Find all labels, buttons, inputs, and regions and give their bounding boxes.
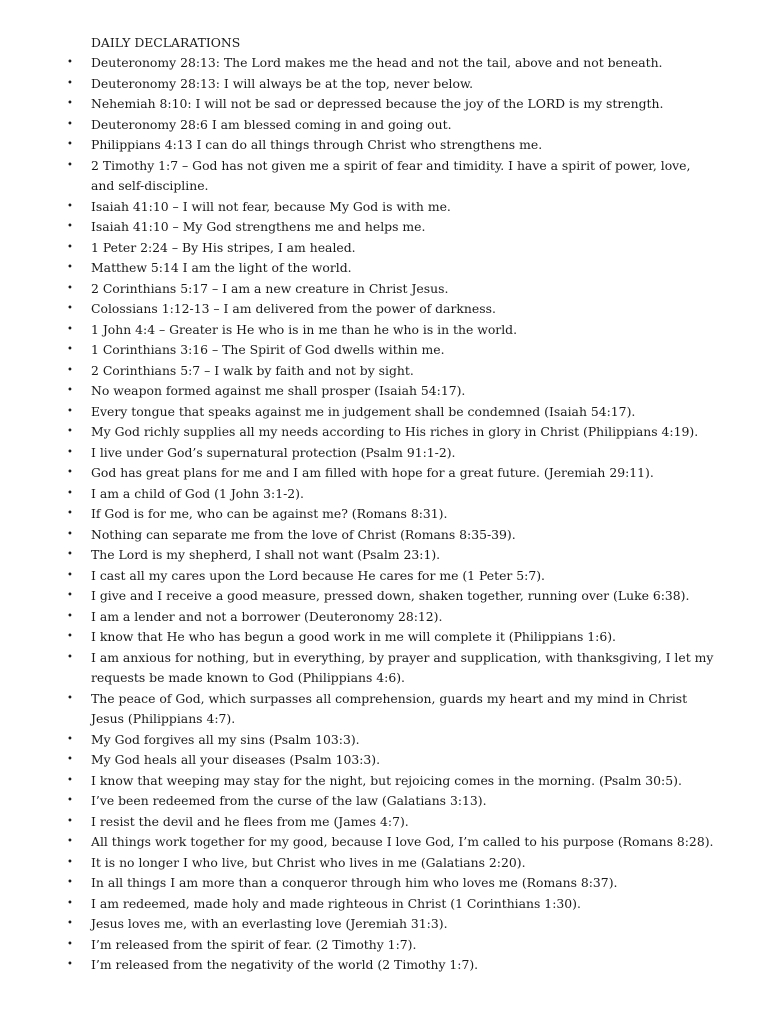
bullet-icon: • <box>67 98 73 109</box>
list-item <box>66 135 716 156</box>
bullet-icon: • <box>67 918 73 929</box>
list-item <box>66 115 716 136</box>
bullet-icon: • <box>67 856 73 868</box>
list-item <box>66 566 716 587</box>
bullet-icon: • <box>67 282 73 294</box>
bullet-icon: • <box>67 159 73 171</box>
declaration-text: Isaiah 41:10 – I will not fear, because My God is with me. <box>91 198 451 214</box>
bullet-icon: • <box>67 815 73 827</box>
list-item <box>66 258 716 279</box>
bullet-icon: • <box>67 262 73 273</box>
list-item <box>66 320 716 341</box>
declaration-text: I know that weeping may stay for the night, but rejoicing comes in the morning. (Psalm 30:5). <box>91 772 682 788</box>
bullet-icon: • <box>67 221 73 232</box>
bullet-icon: • <box>67 508 73 519</box>
declaration-text: I’m released from the spirit of fear. (2 Timothy 1:7). <box>91 936 417 952</box>
declaration-text: I am a lender and not a borrower (Deuteronomy 28:12). <box>91 608 443 624</box>
list-item <box>66 217 716 238</box>
list-item <box>66 853 716 874</box>
bullet-icon: • <box>67 795 73 806</box>
bullet-icon: • <box>67 118 73 130</box>
list-item <box>66 361 716 382</box>
declaration-text: I resist the devil and he flees from me (James 4:7). <box>91 813 409 829</box>
list-item <box>66 53 716 74</box>
list-item <box>66 94 716 115</box>
declaration-text: My God forgives all my sins (Psalm 103:3). <box>91 731 360 747</box>
declaration-text: My God heals all your diseases (Psalm 103:3). <box>91 752 381 767</box>
list-item <box>66 627 716 648</box>
declaration-text: In all things I am more than a conqueror through him who loves me (Romans 8:37). <box>91 875 618 890</box>
list-item <box>66 545 716 566</box>
bullet-icon: • <box>67 57 73 68</box>
bullet-icon: • <box>67 139 73 150</box>
list-item <box>66 750 716 771</box>
list-item <box>66 74 716 95</box>
bullet-icon: • <box>67 467 73 478</box>
bullet-icon: • <box>67 590 73 601</box>
declaration-text: The Lord is my shepherd, I shall not want (Psalm 23:1). <box>91 547 441 562</box>
bullet-icon: • <box>67 959 73 970</box>
declaration-text: 1 Corinthians 3:16 – The Spirit of God dwells within me. <box>91 342 445 357</box>
bullet-icon: • <box>67 733 73 745</box>
bullet-icon: • <box>67 364 73 376</box>
list-item <box>66 402 716 423</box>
declaration-text: Deuteronomy 28:13: The Lord makes me the head and not the tail, above and not beneath. <box>91 55 663 70</box>
declaration-text: Nehemiah 8:10: I will not be sad or depressed because the joy of the LORD is my strength. <box>91 96 664 111</box>
list-item <box>66 607 716 628</box>
declaration-text: God has great plans for me and I am filled with hope for a great future. (Jeremiah 29:11). <box>91 465 654 480</box>
bullet-icon: • <box>67 754 73 765</box>
declaration-text: 1 John 4:4 – Greater is He who is in me than he who is in the world. <box>91 321 518 337</box>
bullet-icon: • <box>67 323 73 335</box>
declaration-text: The peace of God, which surpasses all comprehension, guards my heart and my mind in Christ Jesus (Philippians 4:7). <box>91 690 688 726</box>
declaration-text: Matthew 5:14 I am the light of the world. <box>91 260 352 275</box>
bullet-icon: • <box>67 569 73 581</box>
declaration-text: All things work together for my good, because I love God, I’m called to his purpose (Romans 8:28). <box>91 834 714 849</box>
declaration-text: I am redeemed, made holy and made righteous in Christ (1 Corinthians 1:30). <box>91 895 581 911</box>
declaration-text: My God richly supplies all my needs according to His riches in glory in Christ (Philippians 4:19). <box>91 424 699 439</box>
declaration-text: 2 Timothy 1:7 – God has not given me a spirit of fear and timidity. I have a spirit of power, love, and self-discipline. <box>91 157 691 193</box>
declaration-text: Every tongue that speaks against me in judgement shall be condemned (Isaiah 54:17). <box>91 403 636 419</box>
list-item <box>66 443 716 464</box>
list-item <box>66 463 716 484</box>
declaration-text: I know that He who has begun a good work in me will complete it (Philippians 1:6). <box>91 629 616 644</box>
bullet-icon: • <box>67 528 73 540</box>
list-item <box>66 156 716 197</box>
bullet-icon: • <box>67 692 73 704</box>
list-item <box>66 894 716 915</box>
declaration-text: Philippians 4:13 I can do all things through Christ who strengthens me. <box>91 137 543 152</box>
bullet-icon: • <box>67 549 73 560</box>
list-item <box>66 648 716 689</box>
declaration-text: 2 Corinthians 5:17 – I am a new creature in Christ Jesus. <box>91 280 449 296</box>
list-item <box>66 955 716 976</box>
list-item <box>66 484 716 505</box>
declaration-text: I’ve been redeemed from the curse of the law (Galatians 3:13). <box>91 793 487 808</box>
list-item <box>66 812 716 833</box>
bullet-icon: • <box>67 877 73 888</box>
bullet-icon: • <box>67 77 73 89</box>
list-item <box>66 299 716 320</box>
declaration-text: Nothing can separate me from the love of Christ (Romans 8:35-39). <box>91 526 516 542</box>
list-item <box>66 197 716 218</box>
list-item <box>66 586 716 607</box>
bullet-icon: • <box>67 385 73 396</box>
page-title: DAILY DECLARATIONS <box>91 35 241 50</box>
declaration-text: Colossians 1:12-13 – I am delivered from the power of darkness. <box>91 301 496 316</box>
declaration-text: I give and I receive a good measure, pressed down, shaken together, running over (Luke 6:38). <box>91 588 690 603</box>
bullet-icon: • <box>67 897 73 909</box>
declaration-text: No weapon formed against me shall prosper (Isaiah 54:17). <box>91 383 466 398</box>
bullet-icon: • <box>67 836 73 847</box>
list-item <box>66 791 716 812</box>
list-item <box>66 689 716 730</box>
list-item <box>66 914 716 935</box>
bullet-icon: • <box>67 651 73 663</box>
list-item <box>66 422 716 443</box>
declaration-text: 1 Peter 2:24 – By His stripes, I am healed. <box>91 239 356 255</box>
list-item <box>66 279 716 300</box>
list-item <box>66 771 716 792</box>
list-item <box>66 381 716 402</box>
bullet-icon: • <box>67 200 73 212</box>
bullet-icon: • <box>67 241 73 253</box>
declaration-text: I am anxious for nothing, but in everything, by prayer and supplication, with thanksgiving, I let my requests be made known to God (Philippians 4:6). <box>91 649 714 685</box>
list-item <box>66 504 716 525</box>
declaration-text: I live under God’s supernatural protection (Psalm 91:1-2). <box>91 444 456 460</box>
bullet-icon: • <box>67 938 73 950</box>
declaration-text: I cast all my cares upon the Lord because He cares for me (1 Peter 5:7). <box>91 567 546 583</box>
declaration-text: Jesus loves me, with an everlasting love (Jeremiah 31:3). <box>91 916 448 931</box>
list-item <box>66 730 716 751</box>
declaration-text: 2 Corinthians 5:7 – I walk by faith and not by sight. <box>91 362 414 378</box>
bullet-icon: • <box>67 487 73 499</box>
bullet-icon: • <box>67 344 73 355</box>
declaration-text: Deuteronomy 28:6 I am blessed coming in and going out. <box>91 116 452 132</box>
bullet-icon: • <box>67 631 73 642</box>
declaration-text: I am a child of God (1 John 3:1-2). <box>91 485 304 501</box>
declarations-list <box>66 53 716 976</box>
bullet-icon: • <box>67 426 73 437</box>
declaration-text: I’m released from the negativity of the world (2 Timothy 1:7). <box>91 957 479 972</box>
bullet-icon: • <box>67 303 73 314</box>
list-item <box>66 238 716 259</box>
bullet-icon: • <box>67 774 73 786</box>
list-item <box>66 525 716 546</box>
list-item <box>66 935 716 956</box>
bullet-icon: • <box>67 405 73 417</box>
list-item <box>66 873 716 894</box>
declaration-text: Isaiah 41:10 – My God strengthens me and helps me. <box>91 219 426 234</box>
declaration-text: If God is for me, who can be against me? (Romans 8:31). <box>91 506 448 521</box>
declaration-text: Deuteronomy 28:13: I will always be at the top, never below. <box>91 75 474 91</box>
list-item <box>66 340 716 361</box>
bullet-icon: • <box>67 610 73 622</box>
list-item <box>66 832 716 853</box>
declaration-text: It is no longer I who live, but Christ who lives in me (Galatians 2:20). <box>91 854 526 870</box>
bullet-icon: • <box>67 446 73 458</box>
